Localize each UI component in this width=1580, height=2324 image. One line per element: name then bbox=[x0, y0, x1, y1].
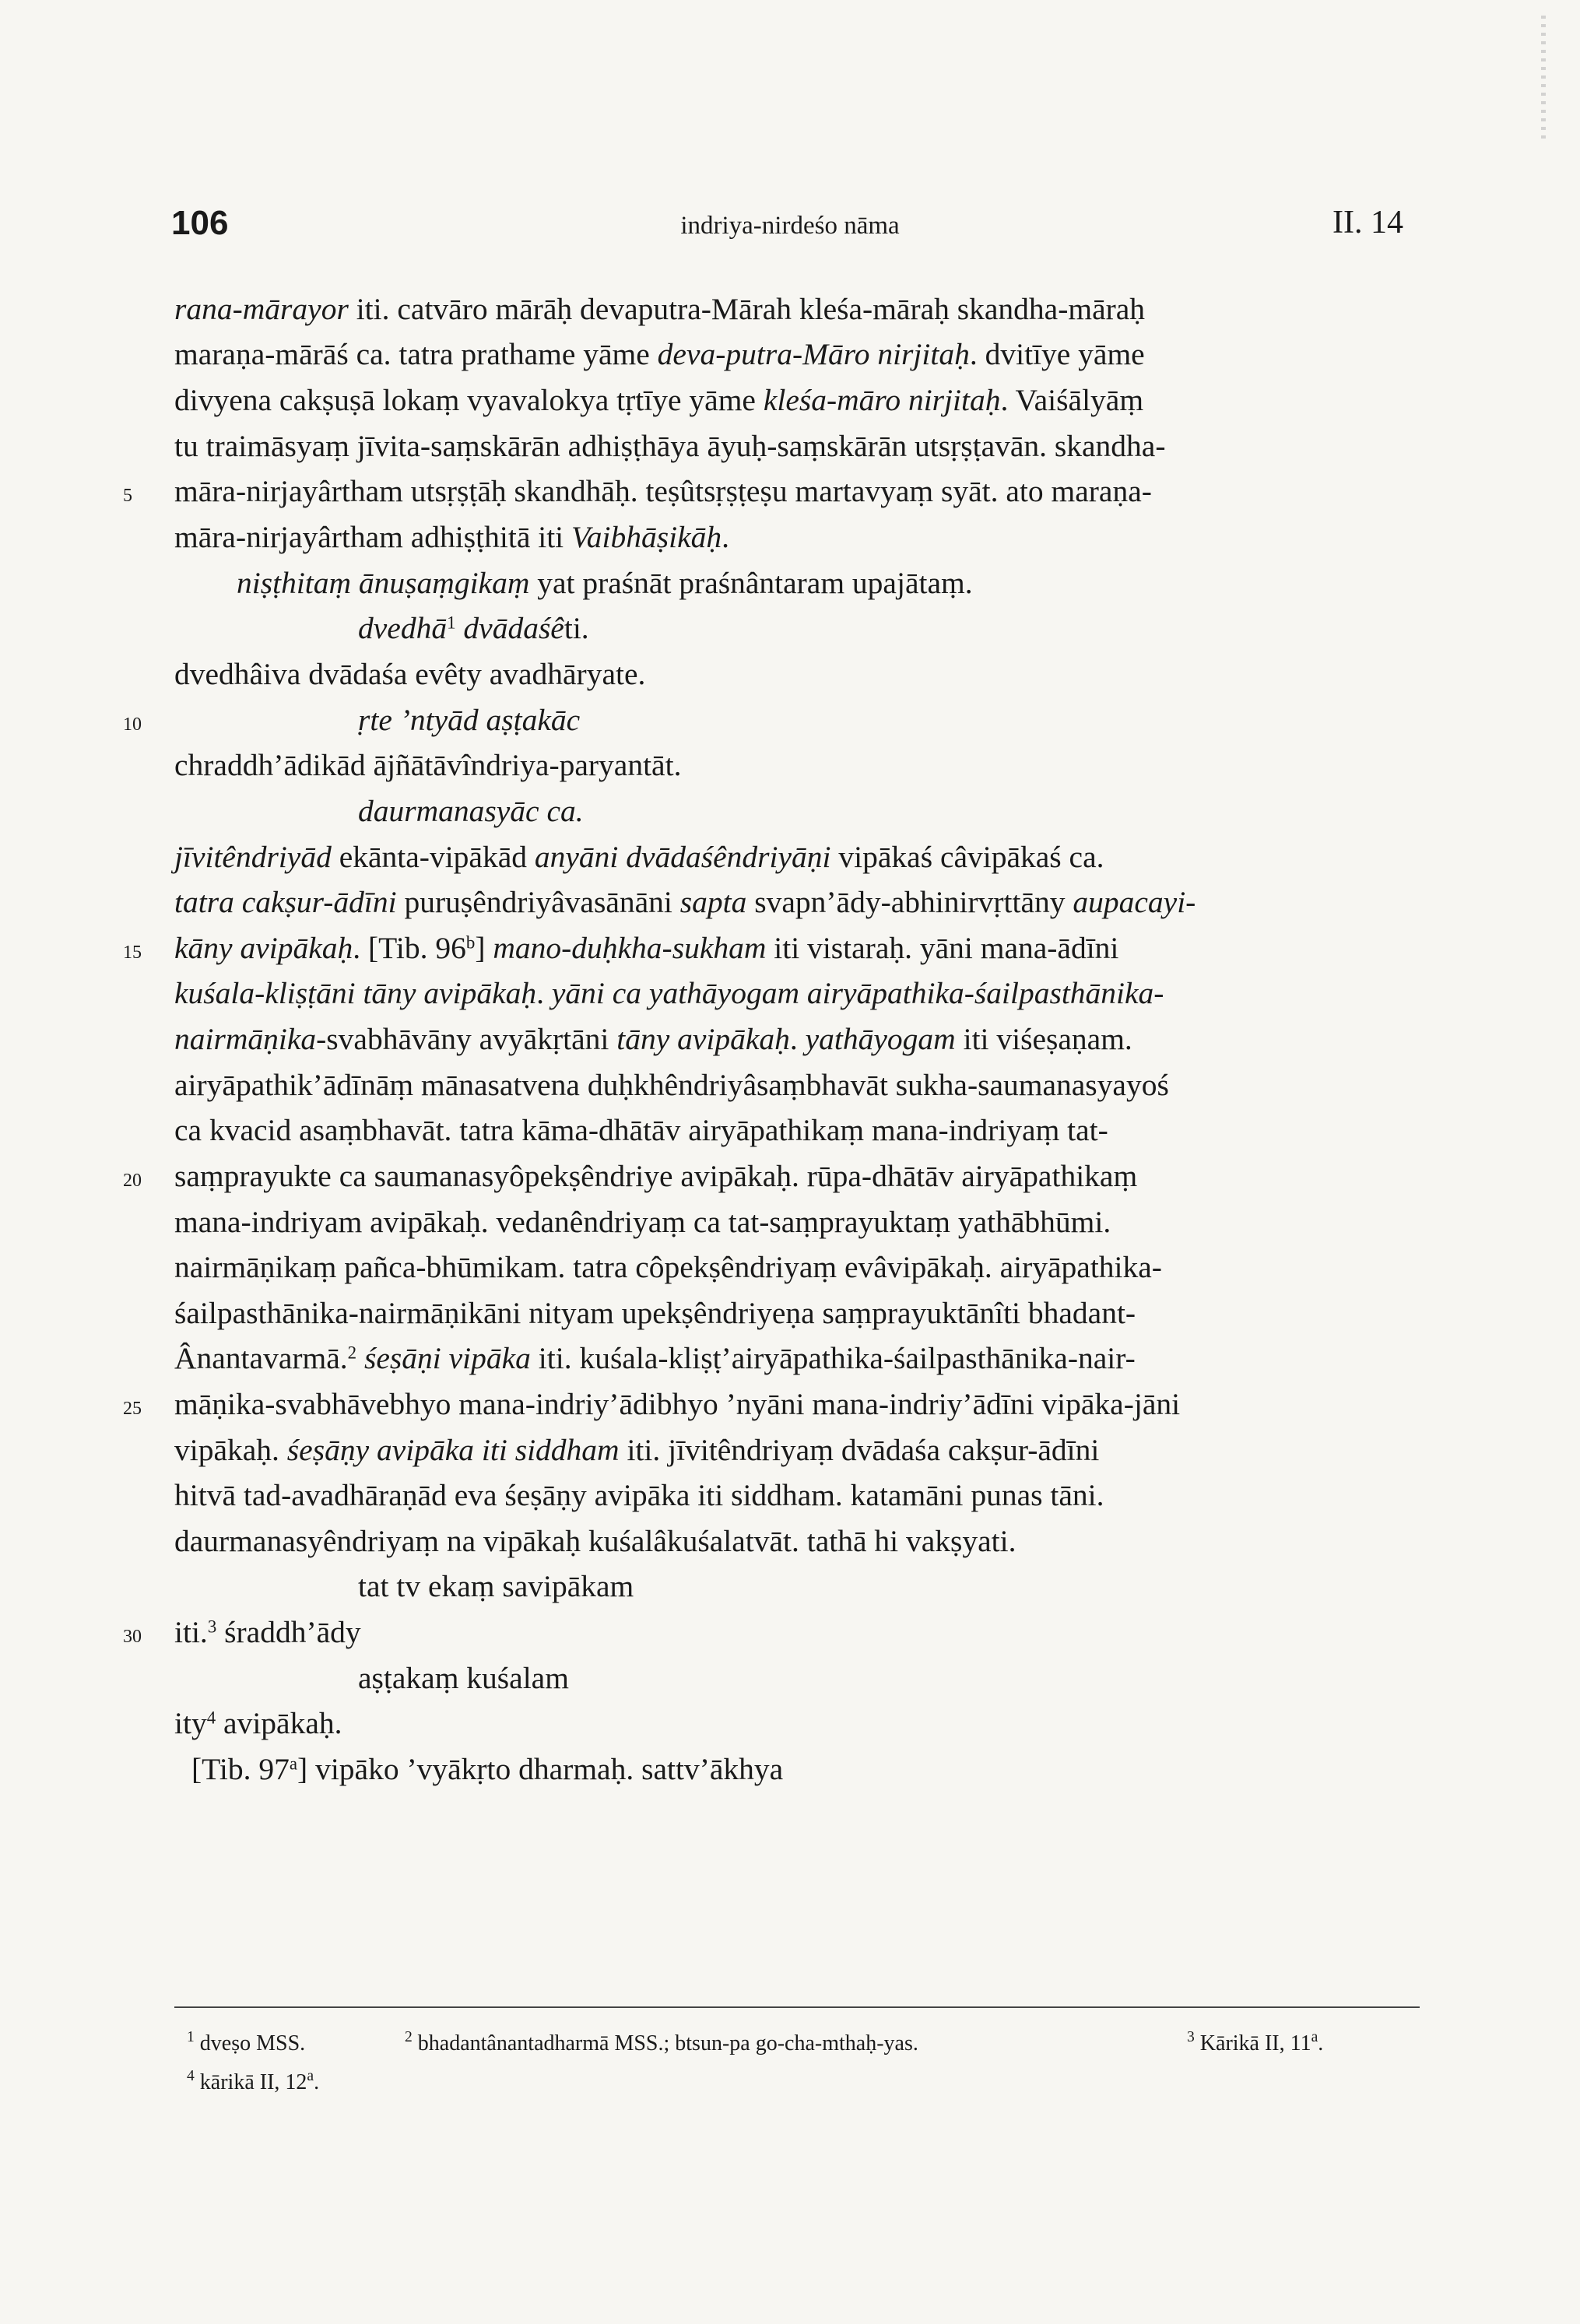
footnote-footnote-marker: 4 bbox=[187, 2068, 195, 2085]
footnote-footnote-marker: 3 bbox=[1187, 2029, 1195, 2046]
footnote-footnote-marker: 1 bbox=[187, 2029, 195, 2046]
text-segment: niṣṭhitaṃ ānuṣaṃgikaṃ bbox=[237, 566, 530, 600]
text-line bbox=[191, 1754, 783, 1785]
line-number: 30 bbox=[123, 1627, 142, 1647]
text-segment: yathāyogam bbox=[805, 1022, 956, 1056]
text-segment: vipākaḥ. bbox=[174, 1433, 287, 1467]
line-number: 20 bbox=[123, 1171, 142, 1191]
text-footnote-marker: 3 bbox=[207, 1617, 217, 1637]
text-segment: kuśala-kliṣṭāni tāny avipākaḥ bbox=[174, 976, 537, 1010]
text-line bbox=[358, 1571, 634, 1603]
footnote bbox=[187, 2070, 319, 2095]
text-segment: daurmanasyêndriyaṃ na vipākaḥ kuśalâkuśalatvāt. tathā hi vakṣyati. bbox=[174, 1524, 1016, 1558]
text-line bbox=[174, 1298, 1136, 1329]
footnote-segment: kārikā II, 12 bbox=[194, 2070, 307, 2094]
footnote-segment: bhadantânantadharmā MSS.; btsun-pa go-cha-mthaḥ-yas. bbox=[412, 2031, 918, 2055]
text-footnote-marker: 1 bbox=[447, 613, 456, 633]
text-line bbox=[174, 1435, 1099, 1466]
text-line bbox=[174, 933, 1118, 964]
text-segment: vipākaś câvipākaś ca. bbox=[830, 840, 1104, 874]
text-segment: śeṣāṇi vipāka bbox=[363, 1341, 531, 1375]
text-line bbox=[174, 1252, 1162, 1283]
text-segment: avipākaḥ. bbox=[216, 1706, 342, 1740]
text-line bbox=[174, 385, 1143, 416]
text-segment: tat tv ekaṃ savipākam bbox=[358, 1569, 634, 1603]
text-segment: saṃprayukte ca saumanasyôpekṣêndriye avipākaḥ. rūpa-dhātāv airyāpathikaṃ bbox=[174, 1159, 1138, 1193]
text-segment: chraddh’ādikād ājñātāvîndriya-paryantāt. bbox=[174, 748, 682, 782]
text-segment: iti. bbox=[174, 1615, 208, 1649]
section-reference: II. 14 bbox=[1332, 205, 1403, 240]
text-segment: ] bbox=[475, 931, 493, 965]
footnote-footnote-marker: a bbox=[1311, 2029, 1318, 2046]
text-segment: Vaibhāṣikāḥ bbox=[571, 520, 722, 554]
text-line bbox=[174, 1343, 1136, 1374]
text-segment: aupacayi- bbox=[1073, 885, 1196, 919]
text-segment: māṇika-svabhāvebhyo mana-indriy’ādibhyo ’nyāni mana-indriy’ādīni vipāka-jāni bbox=[174, 1387, 1181, 1421]
text-segment: ity bbox=[174, 1706, 207, 1740]
text-line bbox=[174, 1526, 1016, 1557]
text-segment: yat praśnāt praśnântaram upajātaṃ. bbox=[529, 566, 973, 600]
text-segment: iti vistaraḥ. yāni mana-ādīni bbox=[766, 931, 1119, 965]
text-segment: māra-nirjayârtham utsṛṣṭāḥ skandhāḥ. teṣûtsṛṣṭeṣu martavyaṃ syāt. ato maraṇa- bbox=[174, 474, 1152, 508]
text-segment: dvādaśê bbox=[455, 611, 564, 645]
footnote-rule bbox=[174, 2006, 1420, 2008]
text-segment: tu traimāsyaṃ jīvita-saṃskārān adhiṣṭhāya āyuḥ-saṃskārān utsṛṣṭavān. skandha- bbox=[174, 429, 1166, 463]
text-line bbox=[174, 750, 681, 781]
text-line bbox=[237, 568, 973, 599]
text-segment: ekānta-vipākād bbox=[331, 840, 535, 874]
text-segment: śraddh’ādy bbox=[216, 1615, 361, 1649]
text-segment: māra-nirjayârtham adhiṣṭhitā iti bbox=[174, 520, 572, 554]
scan-edge-noise bbox=[1541, 16, 1546, 140]
text-segment: ] vipāko ’vyākṛto dharmaḥ. sattv’ākhya bbox=[297, 1752, 784, 1786]
text-segment: dvedhā bbox=[358, 611, 448, 645]
text-line bbox=[358, 1663, 569, 1694]
text-line bbox=[174, 659, 645, 690]
text-segment: ca kvacid asaṃbhavāt. tatra kāma-dhātāv airyāpathikaṃ mana-indriyaṃ tat- bbox=[174, 1113, 1108, 1147]
text-segment: daurmanasyāc ca. bbox=[358, 794, 584, 828]
text-segment: iti. catvāro mārāḥ devaputra-Mārah kleśa-māraḥ skandha-māraḥ bbox=[348, 292, 1146, 326]
text-line bbox=[174, 1617, 361, 1648]
text-segment: iti. kuśala-kliṣṭ’airyāpathika-śailpasthānika-nair- bbox=[530, 1341, 1136, 1375]
footnote-footnote-marker: a bbox=[307, 2068, 314, 2085]
text-segment: mano-duḥkha-sukham bbox=[493, 931, 767, 965]
text-segment: . [Tib. 96 bbox=[353, 931, 466, 965]
footnote-segment: dveṣo MSS. bbox=[194, 2031, 306, 2055]
text-footnote-marker: 2 bbox=[347, 1343, 357, 1363]
text-segment: iti. jīvitêndriyaṃ dvādaśa cakṣur-ādīni bbox=[619, 1433, 1100, 1467]
footnote-segment: . bbox=[1318, 2031, 1324, 2055]
text-footnote-marker: a bbox=[289, 1754, 298, 1774]
text-segment bbox=[356, 1341, 364, 1375]
footnote-segment: . bbox=[314, 2070, 320, 2094]
text-segment: . bbox=[536, 976, 552, 1010]
text-segment: kāny avipākaḥ bbox=[174, 931, 353, 965]
text-segment: deva-putra-Māro nirjitaḥ bbox=[657, 337, 970, 371]
line-number: 25 bbox=[123, 1399, 142, 1419]
text-segment: jīvitêndriyād bbox=[174, 840, 332, 874]
text-line bbox=[174, 842, 1104, 873]
text-segment: rana-mārayor bbox=[174, 292, 349, 326]
footnote-footnote-marker: 2 bbox=[405, 2029, 413, 2046]
footnote-segment: Kārikā II, 11 bbox=[1194, 2031, 1311, 2055]
line-number: 10 bbox=[123, 714, 142, 735]
text-footnote-marker: 4 bbox=[206, 1708, 216, 1728]
text-segment: anyāni dvādaśêndriyāṇi bbox=[534, 840, 831, 874]
text-segment: iti viśeṣaṇam. bbox=[955, 1022, 1132, 1056]
text-segment: . dvitīye yāme bbox=[969, 337, 1145, 371]
text-segment: kleśa-māro nirjitaḥ bbox=[763, 383, 1001, 417]
text-line bbox=[358, 705, 580, 736]
text-line bbox=[174, 1207, 1111, 1238]
text-segment: śailpasthānika-nairmāṇikāni nityam upekṣêndriyeṇa saṃprayuktānîti bhadant- bbox=[174, 1296, 1136, 1330]
text-segment: śeṣāṇy avipāka iti siddham bbox=[286, 1433, 620, 1467]
text-segment: . Vaiśālyāṃ bbox=[1000, 383, 1144, 417]
text-line bbox=[174, 1389, 1180, 1420]
text-segment: sapta bbox=[679, 885, 747, 919]
text-line bbox=[358, 796, 584, 827]
text-segment: ti. bbox=[564, 611, 589, 645]
text-line bbox=[174, 1115, 1108, 1146]
text-line bbox=[174, 339, 1145, 370]
line-number: 5 bbox=[123, 486, 132, 506]
text-line bbox=[358, 613, 589, 644]
text-segment: nairmāṇika bbox=[174, 1022, 317, 1056]
text-line bbox=[174, 1070, 1169, 1101]
text-segment: aṣṭakaṃ kuśalam bbox=[358, 1661, 569, 1695]
text-line bbox=[174, 522, 729, 553]
text-segment: maraṇa-mārāś ca. tatra prathame yāme bbox=[174, 337, 658, 371]
text-segment: ṛte ’ntyād aṣṭakāc bbox=[358, 703, 581, 737]
text-line bbox=[174, 476, 1152, 507]
text-segment: hitvā tad-avadhāraṇād eva śeṣāṇy avipāka iti siddham. katamāni punas tāni. bbox=[174, 1478, 1104, 1512]
footnote bbox=[405, 2031, 918, 2056]
text-line bbox=[174, 1161, 1137, 1192]
page-number: 106 bbox=[171, 204, 229, 242]
text-segment: tāny avipākaḥ bbox=[616, 1022, 790, 1056]
text-segment: puruṣêndriyâvasānāni bbox=[396, 885, 680, 919]
text-segment: Ânantavarmā. bbox=[174, 1341, 348, 1375]
text-line bbox=[174, 1024, 1132, 1055]
text-segment: mana-indriyam avipākaḥ. vedanêndriyaṃ ca tat-saṃprayuktaṃ yathābhūmi. bbox=[174, 1205, 1111, 1239]
line-number: 15 bbox=[123, 943, 142, 963]
text-line bbox=[174, 887, 1196, 918]
text-segment: divyena cakṣuṣā lokaṃ vyavalokya tṛtīye yāme bbox=[174, 383, 764, 417]
running-title: indriya-nirdeśo nāma bbox=[680, 212, 900, 240]
text-segment: [Tib. 97 bbox=[191, 1752, 290, 1786]
text-segment: tatra cakṣur-ādīni bbox=[174, 885, 397, 919]
footnote bbox=[187, 2031, 305, 2056]
footnote bbox=[1187, 2031, 1323, 2056]
text-segment: dvedhâiva dvādaśa evêty avadhāryate. bbox=[174, 657, 646, 691]
text-line bbox=[174, 431, 1166, 462]
text-segment: -svabhāvāny avyākṛtāni bbox=[316, 1022, 617, 1056]
text-line bbox=[174, 1480, 1104, 1511]
text-segment: airyāpathik’ādīnāṃ mānasatvena duḥkhêndriyâsaṃbhavāt sukha-saumanasyayoś bbox=[174, 1068, 1169, 1102]
text-segment: yāni ca yathāyogam airyāpathika-śailpasthānika- bbox=[551, 976, 1164, 1010]
text-segment: . bbox=[722, 520, 730, 554]
text-segment: svapn’ādy-abhinirvṛttāny bbox=[746, 885, 1073, 919]
text-line bbox=[174, 978, 1164, 1009]
text-segment: nairmāṇikaṃ pañca-bhūmikam. tatra côpekṣêndriyaṃ evâvipākaḥ. airyāpathika- bbox=[174, 1250, 1162, 1284]
text-line bbox=[174, 294, 1145, 325]
text-footnote-marker: b bbox=[465, 932, 476, 953]
text-line bbox=[174, 1708, 342, 1739]
text-segment: . bbox=[789, 1022, 806, 1056]
